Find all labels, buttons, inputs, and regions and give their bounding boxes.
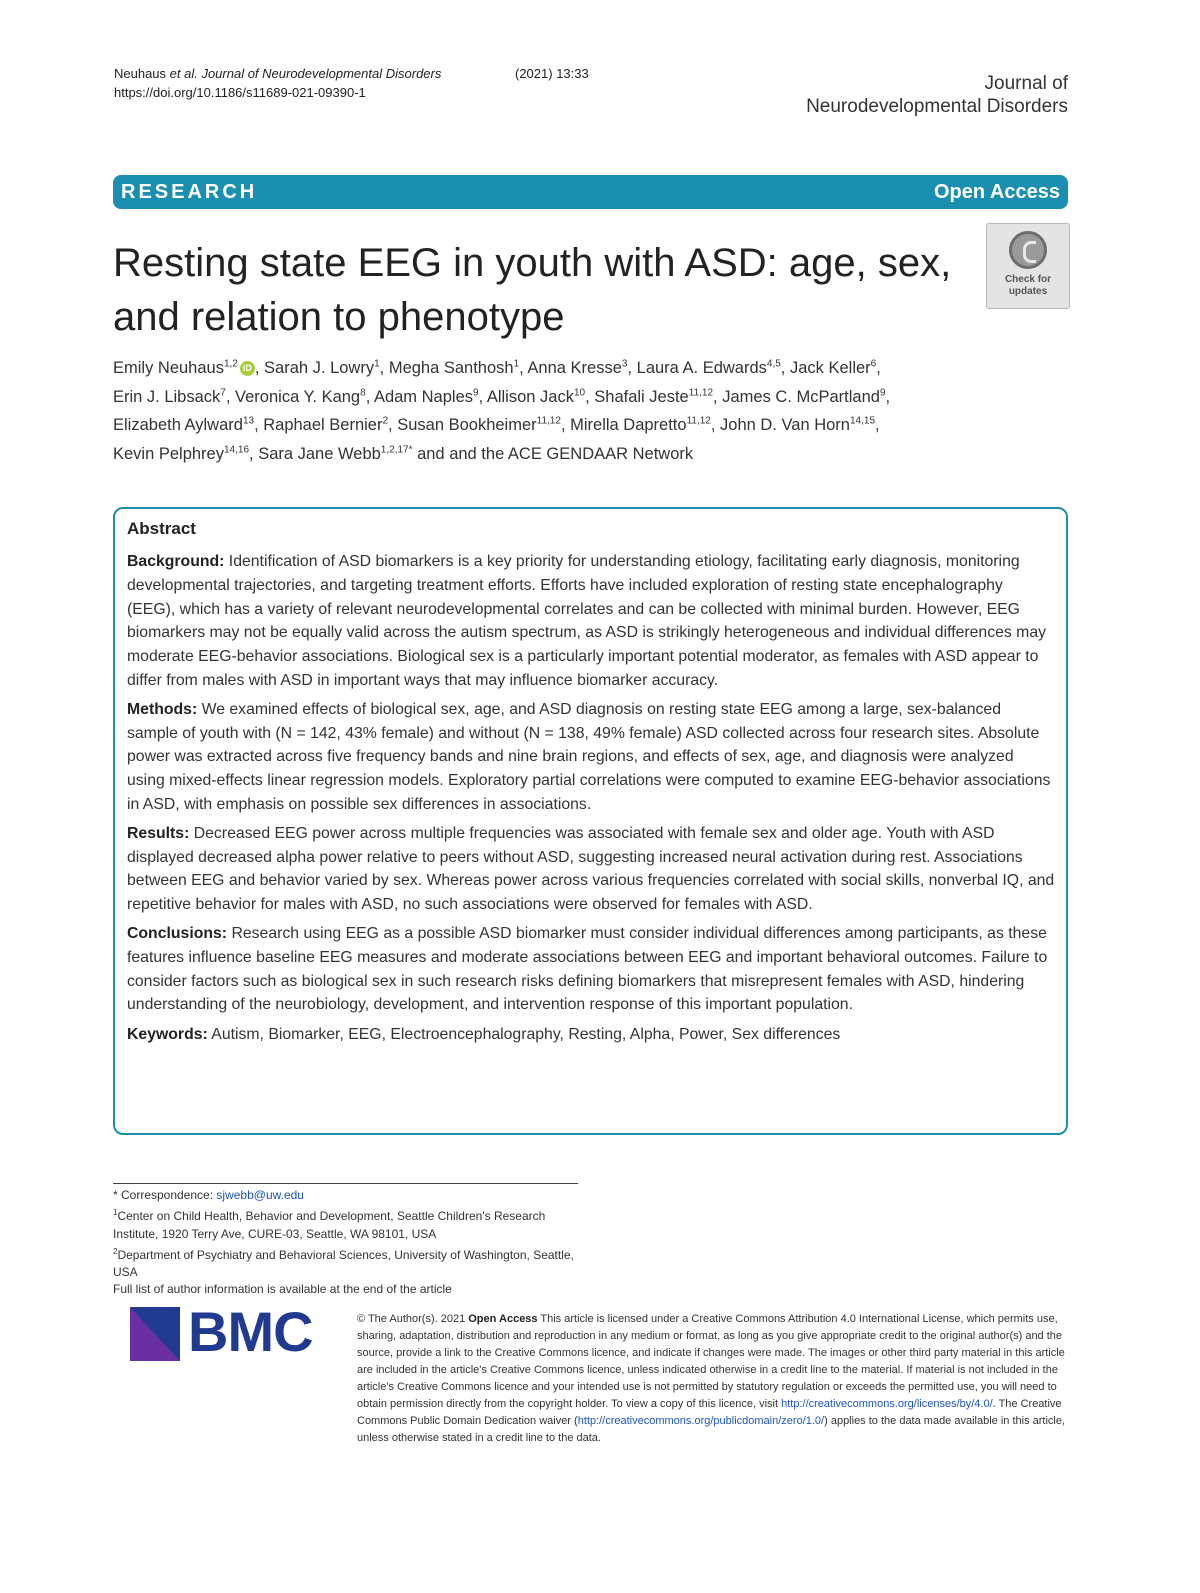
affiliation-1: $^1$Center on Child Health, Behavior and Development, Seattle Children's Research Institute, 1920 Terry Ave, CURE-03, Seattle, WA 98101, USA [113,1208,546,1241]
check-for-updates-line2: updates [1008,286,1048,297]
correspondence-email-link[interactable]: sjwebb@uw.edu [216,1188,304,1202]
author: Anna Kresse$^3$ [527,358,628,377]
journal-logo-line1: Journal of [984,73,1068,94]
check-for-updates-badge[interactable] [986,223,1070,309]
orcid-icon[interactable]: iD [240,361,255,376]
author: John D. Van Horn$^{14,15}$ [720,415,876,434]
author-list-tail: and and the ACE GENDAAR Network [412,444,694,463]
abstract-methods: Methods: We examined effects of biological sex, age, and ASD diagnosis on resting state EEG among a large, sex-balanced sample of youth with (N = 142, 43% female) and without (N = 138, 49% female) ASD collected across four research sites. Absolute power was extracted across five frequency bands and nine brain regions, and effects of sex, age, and diagnosis were analyzed using mixed-effects linear regression models. Exploratory partial correlations were computed to examine EEG-behavior associations in ASD, with emphasis on possible sex differences in associations. [127,700,1051,813]
author: Adam Naples$^9$ [373,387,479,406]
author: Erin J. Libsack$^7$ [113,387,226,406]
bmc-logo-text: BMC [188,1300,313,1363]
footnotes [113,1187,583,1299]
author: Shafali Jeste$^{11,12}$ [594,387,714,406]
abstract-results: Results: Decreased EEG power across multiple frequencies was associated with female sex and older age. Youth with ASD displayed decreased alpha power relative to peers without ASD, suggesting increased neural activation during rest. Associations between EEG and behavior varied by sex. Whereas power across various frequencies correlated with social skills, nonverbal IQ, and repetitive behavior for males with ASD, no such associations were observed for females with ASD. [127,824,1055,914]
journal-logo [806,72,1068,118]
abstract-background: Background: Identification of ASD biomarkers is a key priority for understanding etiology, facilitating early diagnosis, monitoring developmental trajectories, and targeting treatment efforts. Efforts have included exploration of resting state encephalography (EEG), which has a variety of relevant neurodevelopmental correlates and can be collected with minimal burden. However, EEG biomarkers may not be equally valid across the autism spectrum, as ASD is strikingly heterogeneous and individual differences may moderate EEG-behavior associations. Biological sex is a particularly important potential moderator, as females with ASD appear to differ from males with ASD in important ways that may influence biomarker accuracy. [127,553,1047,689]
author: Susan Bookheimer$^{11,12}$ [397,415,561,434]
author: Kevin Pelphrey$^{14,16}$ [113,444,250,463]
author: Sara Jane Webb$^{1,2,17*}$ [258,444,413,463]
running-header [114,64,589,102]
author: Emily Neuhaus$^{1,2}$ [113,358,238,377]
affiliation-2: $^2$Department of Psychiatry and Behavioral Sciences, University of Washington, Seattle, USA [113,1246,574,1280]
citation-line [114,64,589,83]
check-for-updates-line1: Check for [1004,274,1052,285]
full-author-info-note: Full list of author information is available at the end of the article [113,1282,452,1297]
author: Jack Keller$^6$ [789,358,877,377]
author: Allison Jack$^{10}$ [486,387,586,406]
abstract-conclusions: Conclusions: Research using EEG as a possible ASD biomarker must consider individual differences among participants, as these features influence baseline EEG measures and moderate associations between EEG and important behavioral outcomes. Failure to consider factors such as biological sex in such research risks defining biomarkers that misrepresent females with ASD, hindering understanding of the neurobiology, development, and intervention response of this important population. [127,924,1048,1014]
footnote-divider [113,1183,578,1184]
abstract-keywords: Keywords: Autism, Biomarker, EEG, Electroencephalography, Resting, Alpha, Power, Sex differences [127,1026,841,1044]
abstract-box [113,507,1068,1135]
license-statement: © The Author(s). 2021 Open Access This article is licensed under a Creative Commons Attribution 4.0 International License, which permits use, sharing, adaptation, distribution and reproduction in any medium or format, as long as you give appropriate credit to the original author(s) and the source, provide a link to the Creative Commons licence, and indicate if changes were made. The images or other third party material in this article are included in the article's Creative Commons licence, unless indicated otherwise in a credit line to the material. If material is not included in the article's Creative Commons licence and your intended use is not permitted by statutory regulation or exceeds the permitted use, you will need to obtain permission directly from the copyright holder. To view a copy of this licence, visit http://creativecommons.org/licenses/by/4.0/. The Creative Commons Public Domain Dedication waiver (http://creativecommons.org/publicdomain/zero/1.0/) applies to the data made available in this article, unless otherwise stated in a credit line to the data. [357,1313,1066,1444]
correspondence: * Correspondence: sjwebb@uw.edu [113,1188,304,1202]
check-for-updates-text [987,274,1069,298]
bmc-logo [130,1300,335,1363]
abstract-heading: Abstract [127,519,196,538]
section-label: RESEARCH [121,181,258,203]
author: Elizabeth Aylward$^{13}$ [113,415,255,434]
author: Sarah J. Lowry$^1$ [264,358,380,377]
article-title: Resting state EEG in youth with ASD: age, sex, and relation to phenotype [113,241,952,339]
check-for-updates-icon [1009,231,1047,269]
doi-link[interactable]: https://doi.org/10.1186/s11689-021-09390-1 [114,85,366,100]
author: Mirella Dapretto$^{11,12}$ [570,415,711,434]
author: Laura A. Edwards$^{4,5}$ [636,358,781,377]
citation-authors: Neuhaus [114,66,170,81]
journal-logo-line2: Neurodevelopmental Disorders [806,96,1068,117]
author: Raphael Bernier$^2$ [263,415,389,434]
author: James C. McPartland$^9$ [722,387,886,406]
author: Megha Santhosh$^1$ [388,358,520,377]
bmc-logo-mark-icon [130,1307,180,1361]
open-access-label: Open Access [934,181,1060,203]
license-link-cc0[interactable]: http://creativecommons.org/publicdomain/zero/1.0/ [577,1415,825,1427]
author-list: Emily Neuhaus$^{1,2}$ iD , Sarah J. Lowry$^1$, Megha Santhosh$^1$, Anna Kresse$^3$, Laura A. Edwards$^{4,5}$, Jack Keller$^6$, Erin J. Libsack$^7$, Veronica Y. Kang$^8$, Adam Naples$^9$, Allison Jack$^{10}$, Shafali Jeste$^{11,12}$, James C. McPartland$^9$, Elizabeth Aylward$^{13}$, Raphael Bernier$^2$, Susan Bookheimer$^{11,12}$, Mirella Dapretto$^{11,12}$, John D. Van Horn$^{14,15}$, Kevin Pelphrey$^{14,16}$, Sara Jane Webb$^{1,2,17*}$ and and the ACE GENDAAR Network [113,358,891,463]
author: Veronica Y. Kang$^8$ [235,387,366,406]
license-link-cc-by[interactable]: http://creativecommons.org/licenses/by/4.0/ [781,1398,993,1410]
citation-year: (2021) 13:33 [515,66,589,81]
section-banner [113,175,1068,209]
citation-journal: et al. Journal of Neurodevelopmental Disorders [169,66,442,81]
